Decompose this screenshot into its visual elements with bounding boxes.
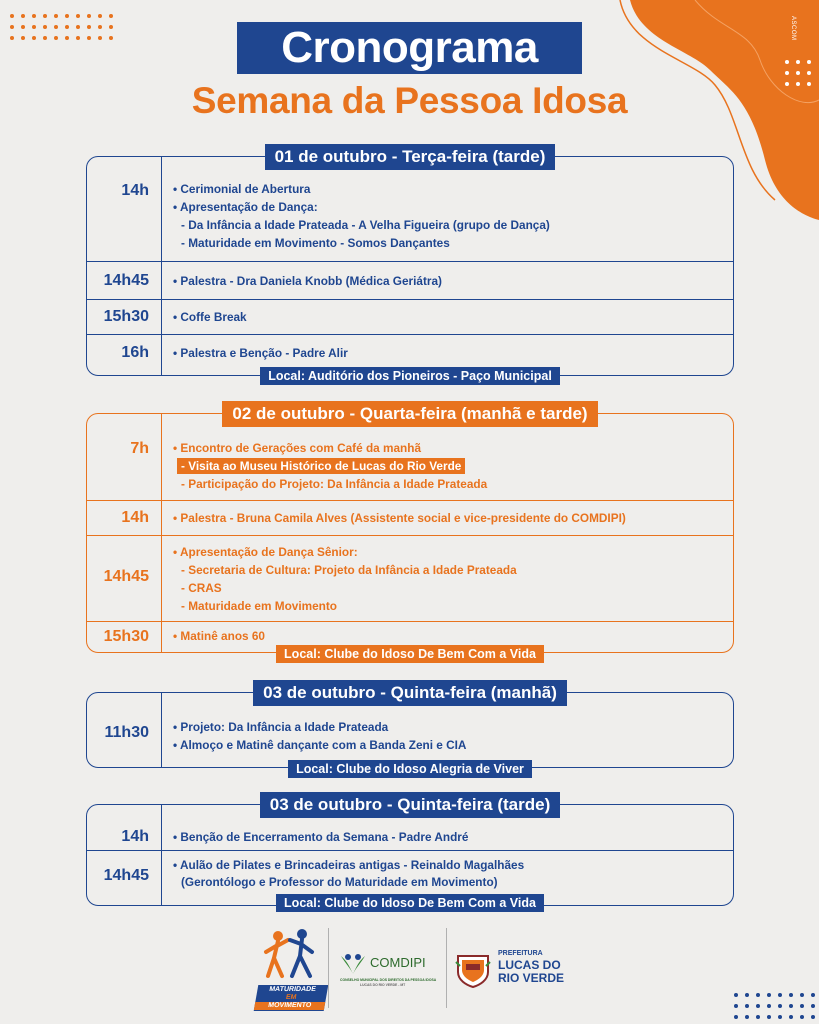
schedule-row [86, 299, 734, 334]
time-cell [86, 300, 162, 334]
time-label: 11h30 [104, 724, 149, 741]
decorative-dot [87, 36, 91, 40]
activity-subitem: - CRAS [181, 581, 222, 595]
decorative-dot [10, 14, 14, 18]
time-label: 14h [121, 509, 149, 526]
decorative-dot [756, 1004, 760, 1008]
decorative-dot [807, 60, 811, 64]
activity-list [173, 300, 734, 334]
decorative-dot [76, 25, 80, 29]
location-label: Local: Auditório dos Pioneiros - Paço Municipal [260, 367, 560, 385]
decorative-dot [789, 993, 793, 997]
day-section-3 [86, 683, 734, 776]
dancers-icon [256, 928, 326, 980]
logo-line: MATURIDADE [268, 986, 317, 993]
decorative-dot [767, 1015, 771, 1019]
decorative-dots-top-left [10, 14, 113, 40]
comdipi-caption-city: LUCAS DO RIO VERDE - MT [360, 983, 406, 987]
decorative-dot [21, 25, 25, 29]
decorative-dot [21, 36, 25, 40]
decorative-dot [800, 993, 804, 997]
decorative-dot [98, 14, 102, 18]
decorative-dot [800, 1004, 804, 1008]
city-name-line1: LUCAS DO [498, 958, 561, 972]
schedule-row [86, 500, 734, 535]
decorative-dot [807, 71, 811, 75]
decorative-dot [767, 993, 771, 997]
decorative-dot [87, 25, 91, 29]
activity-item: • Benção de Encerramento da Semana - Padre André [173, 830, 469, 844]
decorative-dot [109, 36, 113, 40]
ascom-label: ASCOM [790, 16, 796, 41]
time-cell [86, 851, 162, 906]
activity-item: • Palestra e Benção - Padre Alir [173, 346, 348, 360]
comdipi-caption: CONSELHO MUNICIPAL DOS DIREITOS DA PESSOA IDOSA [340, 978, 437, 982]
logo-divider [446, 928, 447, 1008]
page-subtitle: Semana da Pessoa Idosa [191, 80, 628, 121]
activity-item: • Palestra - Bruna Camila Alves (Assistente social e vice-presidente do COMDIPI) [173, 511, 626, 525]
time-cell [86, 536, 162, 621]
activity-subitem: - Da Infância a Idade Prateada - A Velha Figueira (grupo de Dança) [181, 218, 550, 232]
prefeitura-label: PREFEITURA [498, 950, 543, 957]
time-cell [86, 804, 162, 850]
day-section-4 [86, 795, 734, 910]
decorative-dot [811, 1015, 815, 1019]
activity-item: • Almoço e Matinê dançante com a Banda Zeni e CIA [173, 738, 467, 752]
decorative-dot [756, 1015, 760, 1019]
decorative-dot [43, 14, 47, 18]
activity-item: • Encontro de Gerações com Café da manhã [173, 441, 422, 455]
decorative-dot [767, 1004, 771, 1008]
activity-item: • Apresentação de Dança: [173, 200, 318, 214]
decorative-dot [734, 1004, 738, 1008]
activity-list [173, 536, 734, 621]
day-header: 03 de outubro - Quinta-feira (tarde) [260, 792, 561, 818]
decorative-dot [65, 14, 69, 18]
time-cell [86, 262, 162, 299]
location-label: Local: Clube do Idoso De Bem Com a Vida [276, 645, 544, 663]
decorative-dot [785, 71, 789, 75]
page-title: Cronograma [237, 22, 582, 74]
decorative-dot [54, 36, 58, 40]
activity-list [173, 262, 734, 299]
comdipi-emblem-icon [338, 952, 368, 976]
footer-logos [250, 928, 580, 1008]
schedule-row [86, 535, 734, 621]
activity-subitem-highlighted [181, 459, 465, 473]
decorative-dot [98, 25, 102, 29]
logo-divider [328, 928, 329, 1008]
decorative-dot [796, 71, 800, 75]
decorative-dot [10, 36, 14, 40]
decorative-dot [10, 25, 14, 29]
maturidade-logo-text [254, 985, 329, 1011]
decorative-dot [778, 993, 782, 997]
activity-item: • Apresentação de Dança Sênior: [173, 545, 358, 559]
decorative-dot [98, 36, 102, 40]
time-cell [86, 622, 162, 653]
activity-subitem: - Maturidade em Movimento [181, 599, 337, 613]
decorative-dot [789, 1004, 793, 1008]
time-label: 14h [121, 182, 149, 199]
decorative-dot [109, 25, 113, 29]
decorative-dot [54, 25, 58, 29]
decorative-dot [76, 36, 80, 40]
time-label: 14h45 [103, 568, 149, 585]
decorative-dot [811, 993, 815, 997]
prefeitura-logo [454, 946, 574, 996]
activity-subitem: - Participação do Projeto: Da Infância a Idade Prateada [181, 477, 488, 491]
activity-item: • Aulão de Pilates e Brincadeiras antigas - Reinaldo Magalhães [173, 858, 525, 872]
location-label: Local: Clube do Idoso De Bem Com a Vida [276, 894, 544, 912]
schedule-row [86, 261, 734, 299]
decorative-dots-bottom-right [734, 993, 819, 1019]
day-header: 03 de outubro - Quinta-feira (manhã) [253, 680, 567, 706]
decorative-dot [745, 993, 749, 997]
time-label: 7h [130, 440, 149, 457]
logo-line: MOVIMENTO [254, 1002, 325, 1010]
decorative-dot [109, 14, 113, 18]
decorative-dot [756, 993, 760, 997]
decorative-dot [785, 60, 789, 64]
decorative-dot [43, 25, 47, 29]
decorative-dot [734, 1015, 738, 1019]
logo-line: EM [285, 994, 297, 1001]
time-label: 15h30 [103, 308, 149, 325]
time-cell [86, 413, 162, 500]
time-label: 16h [121, 344, 149, 361]
activity-subitem: - Maturidade em Movimento - Somos Dançantes [181, 236, 450, 250]
activity-item: • Palestra - Dra Daniela Knobb (Médica Geriátra) [173, 274, 442, 288]
decorative-dot [811, 1004, 815, 1008]
activity-item: • Matinê anos 60 [173, 629, 265, 643]
decorative-dot [76, 14, 80, 18]
day-header: 01 de outubro - Terça-feira (tarde) [265, 144, 556, 170]
decorative-dot [796, 60, 800, 64]
time-label: 14h45 [103, 272, 149, 289]
activity-item: • Projeto: Da Infância a Idade Prateada [173, 720, 389, 734]
decorative-dot [745, 1015, 749, 1019]
decorative-dot [21, 14, 25, 18]
time-label: 15h30 [103, 628, 149, 645]
decorative-dot [789, 1015, 793, 1019]
decorative-dot [32, 25, 36, 29]
comdipi-name: COMDIPI [370, 955, 426, 970]
decorative-dot [32, 36, 36, 40]
decorative-dot [65, 25, 69, 29]
activity-list [173, 156, 734, 261]
city-crest-icon [454, 950, 492, 988]
decorative-dot [32, 14, 36, 18]
time-cell [86, 156, 162, 261]
decorative-dot [87, 14, 91, 18]
activity-list [173, 501, 734, 535]
decorative-dot [734, 993, 738, 997]
time-label: 14h45 [103, 867, 149, 884]
time-cell [86, 335, 162, 376]
highlight-label: - Visita ao Museu Histórico de Lucas do Rio Verde [177, 458, 465, 474]
decorative-dot [778, 1015, 782, 1019]
schedule-row [86, 156, 734, 261]
city-name-line2: RIO VERDE [498, 971, 565, 985]
time-cell [86, 501, 162, 535]
activity-subitem: (Gerontólogo e Professor do Maturidade em Movimento) [181, 875, 498, 889]
decorative-dot [778, 1004, 782, 1008]
activity-subitem: - Secretaria de Cultura: Projeto da Infância a Idade Prateada [181, 563, 517, 577]
location-label: Local: Clube do Idoso Alegria de Viver [288, 760, 532, 778]
day-header: 02 de outubro - Quarta-feira (manhã e tarde) [222, 401, 597, 427]
day-section-1 [86, 147, 734, 383]
day-section-2 [86, 404, 734, 661]
comdipi-logo [338, 946, 444, 996]
decorative-dot [43, 36, 47, 40]
time-cell [86, 692, 162, 768]
maturidade-logo [256, 928, 326, 1008]
time-label: 14h [121, 828, 149, 845]
decorative-dot [54, 14, 58, 18]
activity-item: • Coffe Break [173, 310, 247, 324]
decorative-dot [65, 36, 69, 40]
decorative-dot [745, 1004, 749, 1008]
decorative-dot [800, 1015, 804, 1019]
activity-item: • Cerimonial de Abertura [173, 182, 311, 196]
